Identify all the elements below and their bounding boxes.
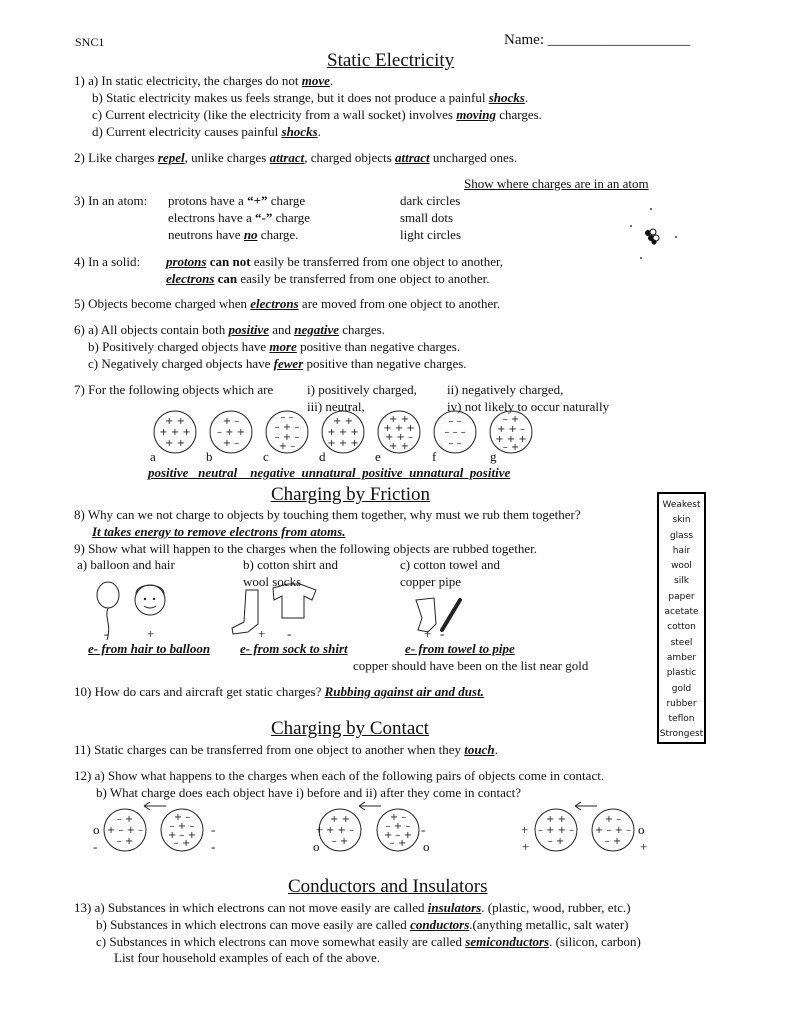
tribo-item: cotton xyxy=(667,622,696,633)
q13a: 13) a) Substances in which electrons can not move easily are called insulators. (plastic, wood, rubber, etc.) xyxy=(74,900,631,915)
q11: 11) Static charges can be transferred from one object to another when they touch. xyxy=(74,742,498,757)
section-title-static: Static Electricity xyxy=(327,50,455,71)
section-title-friction: Charging by Friction xyxy=(271,484,431,505)
svg-text:+ + –: + + – xyxy=(384,432,414,443)
svg-text:– + –: – + – xyxy=(169,821,195,832)
q12a: 12) a) Show what happens to the charges when each of the following pairs of objects come in contact. xyxy=(74,768,605,783)
q7-opt-i: i) positively charged, xyxy=(307,382,417,397)
svg-text:– + +: – + + xyxy=(216,427,246,438)
svg-text:– –: – – xyxy=(448,416,462,427)
q9-sign-3: + xyxy=(258,626,266,641)
svg-text:+ +: + + xyxy=(389,414,409,425)
svg-text:+ –: + – xyxy=(222,416,240,427)
q9-sign-1: - xyxy=(104,626,109,641)
q6b: b) Positively charged objects have more positive than negative charges. xyxy=(88,339,461,354)
name-field[interactable]: Name: ___________________ xyxy=(504,32,691,48)
q9-answer-a: e- from hair to balloon xyxy=(88,641,211,656)
svg-text:– +: – + xyxy=(604,836,622,847)
triboelectric-series xyxy=(657,492,706,744)
svg-text:– +: – + xyxy=(502,414,520,425)
q5: 5) Objects become charged when electrons are moved from one object to another. xyxy=(74,296,501,311)
svg-text:– + –: – + – xyxy=(385,821,411,832)
svg-text:+ – +: + – + xyxy=(167,830,197,841)
svg-text:– – –: – – – xyxy=(444,427,466,438)
q7-intro: 7) For the following objects which are xyxy=(74,382,274,397)
section-title-contact: Charging by Contact xyxy=(271,718,429,739)
q8-answer: It takes energy to remove electrons from atoms. xyxy=(92,524,346,539)
q9-sign-4: - xyxy=(287,626,292,641)
q2: 2) Like charges repel, unlike charges attract, charged objects attract uncharged ones. xyxy=(74,150,518,165)
section-title-conductors: Conductors and Insulators xyxy=(288,876,488,897)
tribo-item: Weakest xyxy=(662,500,701,510)
q4-electrons: electrons can easily be transferred from one object to another. xyxy=(166,271,490,286)
q1b: b) Static electricity makes us feels strange, but it does not produce a painful shocks. xyxy=(92,90,529,105)
svg-text:– +: – + xyxy=(502,442,520,453)
q9-a-label: a) balloon and hair xyxy=(77,557,175,572)
q7-letter-c: c xyxy=(263,449,269,464)
q4-intro: 4) In a solid: xyxy=(74,254,141,269)
q9-note: copper should have been on the list near gold xyxy=(353,658,589,673)
svg-text:– +: – + xyxy=(331,836,349,847)
svg-text:– +: – + xyxy=(116,814,134,825)
sock-shirt-sketch xyxy=(228,584,323,642)
q12b: b) What charge does each object have i) before and ii) after they come in contact? xyxy=(96,785,522,800)
q1c: c) Current electricity (like the electricity from a wall socket) involves moving charges. xyxy=(92,107,542,122)
q7-letter-f: f xyxy=(432,449,437,464)
q9-b-label-1: b) cotton shirt and xyxy=(243,557,338,572)
tribo-item: Strongest xyxy=(659,729,704,740)
svg-text:+ –: + – xyxy=(278,441,296,452)
q12-label: + xyxy=(316,822,324,837)
svg-text:+ + +: + + + xyxy=(159,427,191,438)
svg-text:+ – +: + – + xyxy=(383,830,413,841)
svg-text:+ +: + + xyxy=(165,438,185,449)
q3-neutrons: neutrons have no charge. xyxy=(168,227,299,242)
q12-label: + xyxy=(640,839,648,854)
q9-question: 9) Show what will happen to the charges when the following objects are rubbed together. xyxy=(74,541,537,556)
svg-text:+ –: + – xyxy=(222,438,240,449)
q3-protons: protons have a “+” charge xyxy=(168,193,306,208)
tribo-item: wool xyxy=(671,561,692,572)
svg-text:+ +: + + xyxy=(165,416,185,427)
q13c: c) Substances in which electrons can move somewhat easily are called semiconductors. (silicon, carbon) xyxy=(96,934,641,949)
q13d: List four household examples of each of the above. xyxy=(114,950,381,965)
svg-text:+ +: + + xyxy=(389,441,409,452)
q12-label: - xyxy=(211,839,216,854)
q6a: 6) a) All objects contain both positive and negative charges. xyxy=(74,322,385,337)
q9-c-label-1: c) cotton towel and xyxy=(400,557,500,572)
q13b: b) Substances in which electrons can move easily are called conductors.(anything metallic, salt water) xyxy=(96,917,629,932)
q9-sign-2: + xyxy=(147,626,155,641)
svg-text:– +: – + xyxy=(173,838,191,849)
tribo-item: teflon xyxy=(668,714,695,725)
atom-sketch xyxy=(625,200,685,262)
q9-b-label-2: wool socks xyxy=(243,574,302,589)
q7-opt-ii: ii) negatively charged, xyxy=(447,382,564,397)
q12-label: o xyxy=(423,839,430,854)
q4-protons: protons can not easily be transferred from one object to another, xyxy=(166,254,504,269)
q3-electrons: electrons have a “-” charge xyxy=(168,210,310,225)
q7-letter-g: g xyxy=(490,449,497,464)
tribo-item: hair xyxy=(672,545,691,556)
q12-label: - xyxy=(421,822,426,837)
svg-text:+ + +: + + + xyxy=(327,427,359,438)
svg-text:+ – + –: + – + – xyxy=(106,825,144,836)
svg-text:+ – + –: + – + – xyxy=(594,825,632,836)
q7-opt-iv: iv) not likely to occur naturally xyxy=(447,399,610,414)
towel-pipe-sketch xyxy=(408,594,468,638)
svg-text:+ + +: + + + xyxy=(495,434,527,445)
svg-text:+ –: + – xyxy=(604,814,622,825)
q3-neutrons-desc: light circles xyxy=(400,227,462,242)
svg-text:+ +: + + xyxy=(546,814,566,825)
svg-text:– +: – + xyxy=(547,836,565,847)
q7-answers: positive neutral negative unnatural positive unnatural positive xyxy=(148,465,511,480)
svg-text:+ +: + + xyxy=(330,814,350,825)
q7-letter-b: b xyxy=(206,449,213,464)
q7-opt-iii: iii) neutral, xyxy=(307,399,365,414)
tribo-item: steel xyxy=(670,637,693,648)
svg-text:+ +: + + xyxy=(333,416,353,427)
q9-c-label-2: copper pipe xyxy=(400,574,462,589)
tribo-item: amber xyxy=(666,652,697,663)
q3-intro: 3) In an atom: xyxy=(74,193,148,208)
q9-answer-b: e- from sock to shirt xyxy=(240,641,348,656)
svg-text:– + –: – + – xyxy=(274,432,300,443)
q12-label: - xyxy=(211,822,216,837)
tribo-item: acetate xyxy=(664,607,699,618)
q1a: 1) a) In static electricity, the charges do not move. xyxy=(74,73,334,88)
q12-label: + xyxy=(522,839,530,854)
svg-text:+ + +: + + + xyxy=(383,423,415,434)
q3-protons-desc: dark circles xyxy=(400,193,461,208)
tribo-item: plastic xyxy=(666,668,697,679)
tribo-item: glass xyxy=(669,530,694,541)
q1d: d) Current electricity causes painful shocks. xyxy=(92,124,321,139)
q8-question: 8) Why can we not charge to objects by touching them together, why must we rub them together? xyxy=(74,507,581,522)
q12-label: - xyxy=(93,839,98,854)
svg-text:+ + +: + + + xyxy=(327,438,359,449)
q7-letter-e: e xyxy=(375,449,381,464)
q6c: c) Negatively charged objects have fewer positive than negative charges. xyxy=(88,356,467,371)
svg-text:– +: – + xyxy=(389,838,407,849)
tribo-item: gold xyxy=(671,683,692,694)
q12-label: o xyxy=(93,822,100,837)
svg-text:+ –: + – xyxy=(389,812,407,823)
tribo-item: skin xyxy=(672,515,691,526)
svg-text:+ + –: + + – xyxy=(325,825,355,836)
q12-label: o xyxy=(638,822,645,837)
q10: 10) How do cars and aircraft get static charges? Rubbing against air and dust. xyxy=(74,684,484,699)
svg-text:– +: – + xyxy=(116,836,134,847)
svg-text:– + + –: – + + – xyxy=(537,825,575,836)
svg-text:– –: – – xyxy=(280,412,294,423)
svg-text:+ –: + – xyxy=(173,812,191,823)
q9-sign-6: - xyxy=(440,626,445,641)
q3-electrons-desc: small dots xyxy=(400,210,454,225)
q3-show-label: Show where charges are in an atom xyxy=(464,176,649,191)
course-code: SNC1 xyxy=(75,35,105,49)
q9-answer-c: e- from towel to pipe xyxy=(405,641,515,656)
svg-text:– –: – – xyxy=(448,438,462,449)
q12-label: o xyxy=(313,839,320,854)
svg-text:– + –: – + – xyxy=(274,422,300,433)
tribo-item: paper xyxy=(668,591,695,602)
q9-sign-5: + xyxy=(424,626,432,641)
tribo-item: silk xyxy=(674,576,689,587)
q7-letter-a: a xyxy=(150,449,156,464)
q12-label: + xyxy=(521,822,529,837)
svg-text:+ + –: + + – xyxy=(496,424,526,435)
q12-contact-pairs xyxy=(100,800,640,860)
tribo-item: rubber xyxy=(666,698,697,709)
q7-letter-d: d xyxy=(319,449,326,464)
